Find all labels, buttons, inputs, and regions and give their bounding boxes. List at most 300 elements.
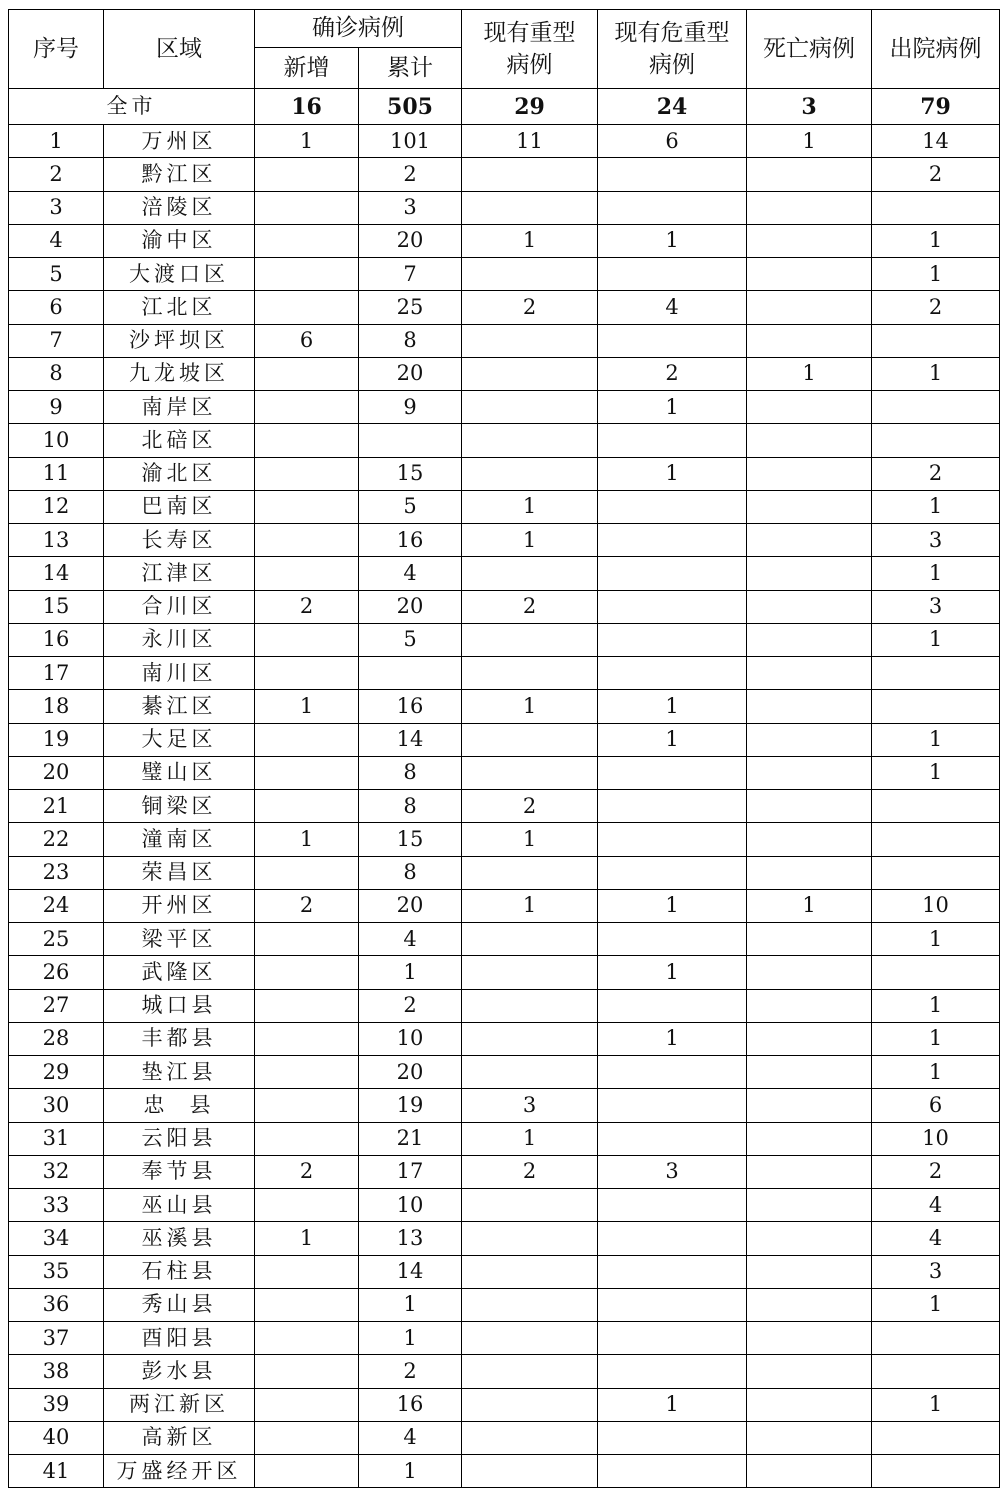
cumulative-cases-cell: 9 <box>359 391 462 424</box>
discharged-cell <box>872 1355 1000 1388</box>
discharged-cell: 1 <box>872 490 1000 523</box>
row-index-cell: 38 <box>9 1355 104 1388</box>
row-index-cell: 35 <box>9 1255 104 1288</box>
district-cell: 涪陵区 <box>104 191 255 224</box>
total-label: 全市 <box>9 89 255 125</box>
discharged-cell: 1 <box>872 623 1000 656</box>
new-cases-cell <box>255 1421 359 1454</box>
table-row <box>9 158 1000 191</box>
new-cases-cell: 6 <box>255 324 359 357</box>
discharged-cell: 1 <box>872 923 1000 956</box>
row-index-cell: 33 <box>9 1189 104 1222</box>
severe-cases-cell: 1 <box>462 823 598 856</box>
district-cell: 彭水县 <box>104 1355 255 1388</box>
discharged-cell: 1 <box>872 1288 1000 1321</box>
severe-cases-cell: 2 <box>462 590 598 623</box>
district-cell: 黔江区 <box>104 158 255 191</box>
cumulative-cases-cell: 15 <box>359 457 462 490</box>
header-region: 区域 <box>104 10 255 89</box>
district-cell: 江津区 <box>104 557 255 590</box>
new-cases-cell <box>255 1388 359 1421</box>
critical-cases-cell: 6 <box>598 125 747 158</box>
row-index-cell: 6 <box>9 291 104 324</box>
deaths-cell <box>747 1155 872 1188</box>
critical-cases-cell <box>598 1189 747 1222</box>
severe-cases-cell <box>462 923 598 956</box>
row-index-cell: 27 <box>9 989 104 1022</box>
cumulative-cases-cell: 8 <box>359 856 462 889</box>
cumulative-cases-cell: 3 <box>359 191 462 224</box>
row-index-cell: 40 <box>9 1421 104 1454</box>
district-cell: 巴南区 <box>104 490 255 523</box>
new-cases-cell <box>255 1022 359 1055</box>
total-cumulative: 505 <box>359 89 462 125</box>
discharged-cell <box>872 191 1000 224</box>
row-index-cell: 3 <box>9 191 104 224</box>
discharged-cell: 1 <box>872 989 1000 1022</box>
district-cell: 大渡口区 <box>104 258 255 291</box>
cumulative-cases-cell: 4 <box>359 557 462 590</box>
critical-cases-cell <box>598 756 747 789</box>
new-cases-cell <box>255 756 359 789</box>
deaths-cell <box>747 1255 872 1288</box>
cumulative-cases-cell: 16 <box>359 1388 462 1421</box>
severe-cases-cell <box>462 856 598 889</box>
deaths-cell <box>747 1355 872 1388</box>
deaths-cell: 1 <box>747 357 872 390</box>
critical-cases-cell <box>598 191 747 224</box>
row-index-cell: 29 <box>9 1056 104 1089</box>
district-cell: 大足区 <box>104 723 255 756</box>
new-cases-cell <box>255 1255 359 1288</box>
cumulative-cases-cell: 20 <box>359 1056 462 1089</box>
new-cases-cell: 1 <box>255 1222 359 1255</box>
critical-cases-cell: 2 <box>598 357 747 390</box>
critical-cases-cell <box>598 657 747 690</box>
new-cases-cell <box>255 1288 359 1321</box>
new-cases-cell <box>255 524 359 557</box>
discharged-cell: 1 <box>872 1056 1000 1089</box>
cumulative-cases-cell: 20 <box>359 224 462 257</box>
table-row <box>9 1022 1000 1055</box>
header-severe <box>462 10 598 89</box>
discharged-cell: 10 <box>872 1122 1000 1155</box>
deaths-cell <box>747 224 872 257</box>
cumulative-cases-cell: 25 <box>359 291 462 324</box>
deaths-cell <box>747 1022 872 1055</box>
severe-cases-cell: 1 <box>462 524 598 557</box>
discharged-cell: 6 <box>872 1089 1000 1122</box>
cumulative-cases-cell: 14 <box>359 723 462 756</box>
deaths-cell <box>747 723 872 756</box>
critical-cases-cell: 1 <box>598 690 747 723</box>
severe-cases-cell: 2 <box>462 1155 598 1188</box>
critical-cases-cell <box>598 524 747 557</box>
discharged-cell <box>872 424 1000 457</box>
severe-cases-cell <box>462 1355 598 1388</box>
deaths-cell <box>747 823 872 856</box>
district-cell: 铜梁区 <box>104 790 255 823</box>
critical-cases-cell: 1 <box>598 723 747 756</box>
deaths-cell <box>747 956 872 989</box>
deaths-cell <box>747 1421 872 1454</box>
severe-cases-cell <box>462 557 598 590</box>
critical-cases-cell <box>598 989 747 1022</box>
cumulative-cases-cell: 1 <box>359 956 462 989</box>
deaths-cell <box>747 191 872 224</box>
row-index-cell: 18 <box>9 690 104 723</box>
table-row <box>9 956 1000 989</box>
header-discharged: 出院病例 <box>872 10 1000 89</box>
deaths-cell <box>747 923 872 956</box>
severe-cases-cell <box>462 324 598 357</box>
table-row <box>9 623 1000 656</box>
district-cell: 荣昌区 <box>104 856 255 889</box>
critical-cases-cell: 1 <box>598 956 747 989</box>
severe-cases-cell <box>462 1388 598 1421</box>
table-row <box>9 424 1000 457</box>
table-row <box>9 590 1000 623</box>
severe-cases-cell <box>462 1288 598 1321</box>
new-cases-cell <box>255 1455 359 1488</box>
severe-cases-cell <box>462 191 598 224</box>
new-cases-cell <box>255 923 359 956</box>
severe-cases-cell <box>462 1322 598 1355</box>
critical-cases-cell <box>598 823 747 856</box>
row-index-cell: 31 <box>9 1122 104 1155</box>
deaths-cell <box>747 1122 872 1155</box>
table-header <box>9 10 1000 89</box>
new-cases-cell <box>255 790 359 823</box>
severe-cases-cell: 1 <box>462 690 598 723</box>
total-new: 16 <box>255 89 359 125</box>
table-body <box>9 89 1000 1488</box>
header-critical <box>598 10 747 89</box>
cumulative-cases-cell: 1 <box>359 1322 462 1355</box>
district-cell: 丰都县 <box>104 1022 255 1055</box>
deaths-cell <box>747 989 872 1022</box>
cumulative-cases-cell: 21 <box>359 1122 462 1155</box>
critical-cases-cell <box>598 856 747 889</box>
discharged-cell: 1 <box>872 224 1000 257</box>
table-row <box>9 1388 1000 1421</box>
discharged-cell: 1 <box>872 756 1000 789</box>
district-cell: 酉阳县 <box>104 1322 255 1355</box>
table-row <box>9 391 1000 424</box>
discharged-cell: 2 <box>872 291 1000 324</box>
table-row <box>9 1056 1000 1089</box>
table-row <box>9 1122 1000 1155</box>
severe-cases-cell: 3 <box>462 1089 598 1122</box>
cumulative-cases-cell: 17 <box>359 1155 462 1188</box>
critical-cases-cell: 1 <box>598 391 747 424</box>
total-critical: 24 <box>598 89 747 125</box>
critical-cases-cell <box>598 1322 747 1355</box>
new-cases-cell <box>255 490 359 523</box>
deaths-cell <box>747 1388 872 1421</box>
table-row <box>9 1322 1000 1355</box>
table-row <box>9 291 1000 324</box>
new-cases-cell <box>255 1056 359 1089</box>
deaths-cell <box>747 657 872 690</box>
header-deaths: 死亡病例 <box>747 10 872 89</box>
row-index-cell: 16 <box>9 623 104 656</box>
critical-cases-cell: 1 <box>598 1388 747 1421</box>
row-index-cell: 2 <box>9 158 104 191</box>
district-cell: 垫江县 <box>104 1056 255 1089</box>
deaths-cell: 1 <box>747 889 872 922</box>
critical-cases-cell <box>598 790 747 823</box>
deaths-cell <box>747 1089 872 1122</box>
header-new: 新增 <box>255 48 359 89</box>
row-index-cell: 41 <box>9 1455 104 1488</box>
district-cell: 梁平区 <box>104 923 255 956</box>
deaths-cell <box>747 690 872 723</box>
table-row <box>9 790 1000 823</box>
severe-cases-cell <box>462 756 598 789</box>
cumulative-cases-cell: 14 <box>359 1255 462 1288</box>
cumulative-cases-cell: 5 <box>359 623 462 656</box>
district-cell: 巫溪县 <box>104 1222 255 1255</box>
row-index-cell: 17 <box>9 657 104 690</box>
district-cell: 石柱县 <box>104 1255 255 1288</box>
district-cell: 开州区 <box>104 889 255 922</box>
header-index: 序号 <box>9 10 104 89</box>
severe-cases-cell <box>462 1022 598 1055</box>
row-index-cell: 39 <box>9 1388 104 1421</box>
deaths-cell: 1 <box>747 125 872 158</box>
row-index-cell: 5 <box>9 258 104 291</box>
deaths-cell <box>747 391 872 424</box>
row-index-cell: 23 <box>9 856 104 889</box>
deaths-cell <box>747 856 872 889</box>
total-row <box>9 89 1000 125</box>
severe-cases-cell <box>462 723 598 756</box>
deaths-cell <box>747 557 872 590</box>
cumulative-cases-cell: 101 <box>359 125 462 158</box>
table-row <box>9 690 1000 723</box>
discharged-cell <box>872 1322 1000 1355</box>
discharged-cell: 4 <box>872 1189 1000 1222</box>
table-row <box>9 524 1000 557</box>
critical-cases-cell <box>598 1255 747 1288</box>
critical-cases-cell <box>598 590 747 623</box>
deaths-cell <box>747 291 872 324</box>
deaths-cell <box>747 457 872 490</box>
deaths-cell <box>747 490 872 523</box>
cumulative-cases-cell: 2 <box>359 158 462 191</box>
new-cases-cell <box>255 224 359 257</box>
table-row <box>9 923 1000 956</box>
table-row <box>9 657 1000 690</box>
severe-cases-cell: 2 <box>462 790 598 823</box>
district-cell: 江北区 <box>104 291 255 324</box>
new-cases-cell <box>255 989 359 1022</box>
new-cases-cell: 1 <box>255 823 359 856</box>
district-cell: 万盛经开区 <box>104 1455 255 1488</box>
table-row <box>9 357 1000 390</box>
critical-cases-cell <box>598 258 747 291</box>
row-index-cell: 15 <box>9 590 104 623</box>
cumulative-cases-cell: 16 <box>359 690 462 723</box>
district-cell: 渝中区 <box>104 224 255 257</box>
total-deaths: 3 <box>747 89 872 125</box>
cumulative-cases-cell: 20 <box>359 889 462 922</box>
row-index-cell: 32 <box>9 1155 104 1188</box>
row-index-cell: 30 <box>9 1089 104 1122</box>
cumulative-cases-cell: 2 <box>359 989 462 1022</box>
discharged-cell: 10 <box>872 889 1000 922</box>
cumulative-cases-cell: 8 <box>359 324 462 357</box>
row-index-cell: 13 <box>9 524 104 557</box>
deaths-cell <box>747 524 872 557</box>
severe-cases-cell <box>462 391 598 424</box>
critical-cases-cell <box>598 1288 747 1321</box>
severe-cases-cell <box>462 1189 598 1222</box>
header-critical-text: 现有危重型病例 <box>614 19 730 78</box>
new-cases-cell <box>255 856 359 889</box>
critical-cases-cell <box>598 1089 747 1122</box>
table-row <box>9 191 1000 224</box>
new-cases-cell <box>255 623 359 656</box>
row-index-cell: 4 <box>9 224 104 257</box>
deaths-cell <box>747 324 872 357</box>
district-cell: 两江新区 <box>104 1388 255 1421</box>
table-row <box>9 557 1000 590</box>
deaths-cell <box>747 756 872 789</box>
cumulative-cases-cell: 10 <box>359 1022 462 1055</box>
table-row <box>9 258 1000 291</box>
row-index-cell: 8 <box>9 357 104 390</box>
discharged-cell <box>872 1455 1000 1488</box>
district-cell: 北碚区 <box>104 424 255 457</box>
discharged-cell: 2 <box>872 158 1000 191</box>
row-index-cell: 10 <box>9 424 104 457</box>
discharged-cell <box>872 690 1000 723</box>
cumulative-cases-cell: 8 <box>359 790 462 823</box>
critical-cases-cell <box>598 1056 747 1089</box>
row-index-cell: 1 <box>9 125 104 158</box>
new-cases-cell <box>255 258 359 291</box>
district-cell: 巫山县 <box>104 1189 255 1222</box>
new-cases-cell: 1 <box>255 125 359 158</box>
severe-cases-cell <box>462 1421 598 1454</box>
new-cases-cell <box>255 158 359 191</box>
deaths-cell <box>747 1322 872 1355</box>
new-cases-cell <box>255 424 359 457</box>
district-cell: 南川区 <box>104 657 255 690</box>
discharged-cell: 1 <box>872 258 1000 291</box>
table-row <box>9 1421 1000 1454</box>
deaths-cell <box>747 1288 872 1321</box>
row-index-cell: 24 <box>9 889 104 922</box>
new-cases-cell <box>255 723 359 756</box>
critical-cases-cell <box>598 424 747 457</box>
discharged-cell: 1 <box>872 1022 1000 1055</box>
cumulative-cases-cell: 13 <box>359 1222 462 1255</box>
new-cases-cell <box>255 457 359 490</box>
header-confirmed: 确诊病例 <box>255 10 462 48</box>
deaths-cell <box>747 790 872 823</box>
critical-cases-cell <box>598 1421 747 1454</box>
district-cell: 云阳县 <box>104 1122 255 1155</box>
district-cell: 奉节县 <box>104 1155 255 1188</box>
table-row <box>9 457 1000 490</box>
new-cases-cell: 2 <box>255 889 359 922</box>
new-cases-cell <box>255 956 359 989</box>
discharged-cell <box>872 1421 1000 1454</box>
cumulative-cases-cell: 1 <box>359 1455 462 1488</box>
table-row <box>9 1255 1000 1288</box>
new-cases-cell: 2 <box>255 1155 359 1188</box>
new-cases-cell <box>255 1089 359 1122</box>
district-cell: 万州区 <box>104 125 255 158</box>
severe-cases-cell: 2 <box>462 291 598 324</box>
severe-cases-cell <box>462 158 598 191</box>
severe-cases-cell: 1 <box>462 1122 598 1155</box>
new-cases-cell <box>255 291 359 324</box>
severe-cases-cell <box>462 1056 598 1089</box>
district-cell: 璧山区 <box>104 756 255 789</box>
critical-cases-cell <box>598 1122 747 1155</box>
critical-cases-cell: 4 <box>598 291 747 324</box>
critical-cases-cell: 3 <box>598 1155 747 1188</box>
table-row <box>9 723 1000 756</box>
row-index-cell: 14 <box>9 557 104 590</box>
district-cell: 忠 县 <box>104 1089 255 1122</box>
severe-cases-cell <box>462 1455 598 1488</box>
deaths-cell <box>747 158 872 191</box>
district-cell: 潼南区 <box>104 823 255 856</box>
table-row <box>9 889 1000 922</box>
discharged-cell: 2 <box>872 1155 1000 1188</box>
discharged-cell: 1 <box>872 723 1000 756</box>
table-row <box>9 324 1000 357</box>
row-index-cell: 34 <box>9 1222 104 1255</box>
table-row <box>9 1089 1000 1122</box>
severe-cases-cell: 11 <box>462 125 598 158</box>
deaths-cell <box>747 1189 872 1222</box>
row-index-cell: 37 <box>9 1322 104 1355</box>
discharged-cell <box>872 956 1000 989</box>
table-row <box>9 856 1000 889</box>
critical-cases-cell <box>598 557 747 590</box>
district-cell: 南岸区 <box>104 391 255 424</box>
discharged-cell: 3 <box>872 590 1000 623</box>
discharged-cell: 3 <box>872 524 1000 557</box>
severe-cases-cell <box>462 989 598 1022</box>
discharged-cell <box>872 324 1000 357</box>
deaths-cell <box>747 1455 872 1488</box>
table-row <box>9 756 1000 789</box>
critical-cases-cell: 1 <box>598 457 747 490</box>
new-cases-cell <box>255 1189 359 1222</box>
deaths-cell <box>747 1056 872 1089</box>
cumulative-cases-cell: 5 <box>359 490 462 523</box>
severe-cases-cell: 1 <box>462 224 598 257</box>
new-cases-cell <box>255 391 359 424</box>
cumulative-cases-cell: 1 <box>359 1288 462 1321</box>
table-row <box>9 1189 1000 1222</box>
discharged-cell: 1 <box>872 557 1000 590</box>
deaths-cell <box>747 623 872 656</box>
deaths-cell <box>747 590 872 623</box>
table-row <box>9 1455 1000 1488</box>
severe-cases-cell <box>462 956 598 989</box>
critical-cases-cell <box>598 324 747 357</box>
total-severe: 29 <box>462 89 598 125</box>
discharged-cell: 2 <box>872 457 1000 490</box>
